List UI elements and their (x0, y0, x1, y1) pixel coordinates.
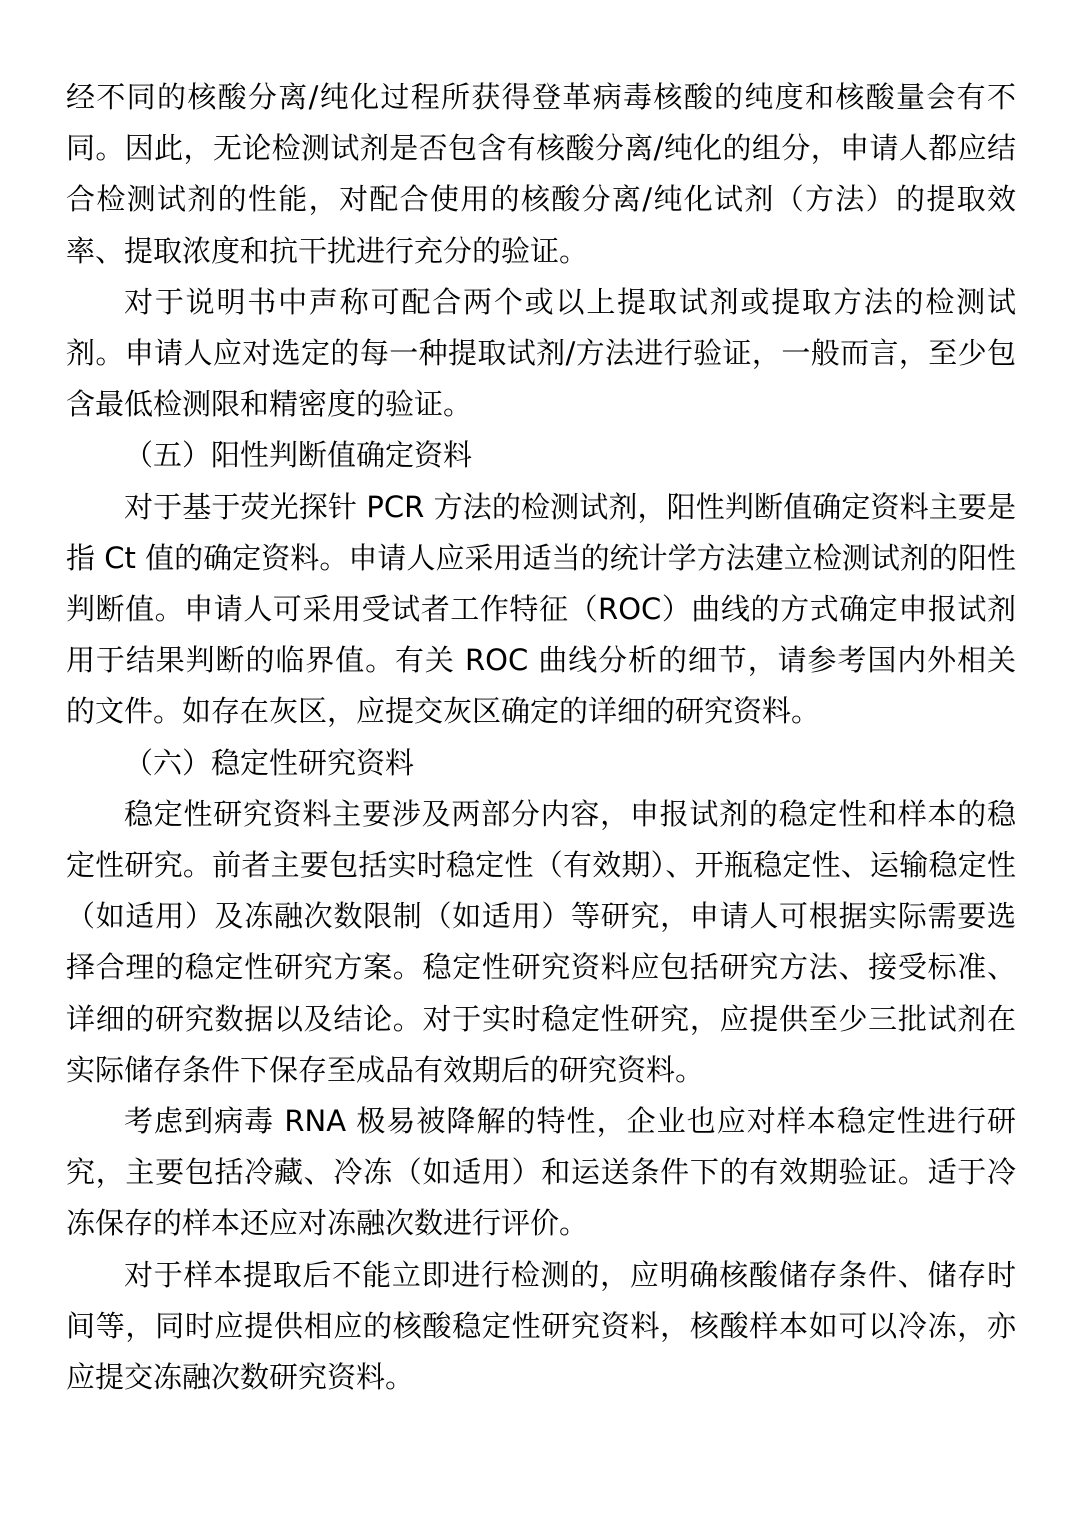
paragraph-multiple-extraction-methods: 对于说明书中声称可配合两个或以上提取试剂或提取方法的检测试剂。申请人应对选定的每一种提取试剂/方法进行验证，一般而言，至少包含最低检测限和精密度的验证。 (66, 284, 1016, 422)
paragraph-extraction-purity: 经不同的核酸分离/纯化过程所获得登革病毒核酸的纯度和核酸量会有不同。因此，无论检测试剂是否包含有核酸分离/纯化的组分，申请人都应结合检测试剂的性能，对配合使用的核酸分离/纯化试剂（方法）的提取效率、提取浓度和抗干扰进行充分的验证。 (66, 80, 1016, 268)
section-heading-stability: （六）稳定性研究资料 (124, 745, 415, 780)
document-page (66, 72, 1016, 1403)
paragraph-sample-stability: 考虑到病毒 RNA 极易被降解的特性，企业也应对样本稳定性进行研究，主要包括冷藏、冷冻（如适用）和运送条件下的有效期验证。适于冷冻保存的样本还应对冻融次数进行评价。 (66, 1104, 1016, 1241)
paragraph-reagent-stability: 稳定性研究资料主要涉及两部分内容，申报试剂的稳定性和样本的稳定性研究。前者主要包括实时稳定性（有效期）、开瓶稳定性、运输稳定性（如适用）及冻融次数限制（如适用）等研究，申请人可根据实际需要选择合理的稳定性研究方案。稳定性研究资料应包括研究方法、接受标准、详细的研究数据以及结论。对于实时稳定性研究，应提供至少三批试剂在实际储存条件下保存至成品有效期后的研究资料。 (66, 796, 1016, 1087)
section-heading-positive-cutoff: （五）阳性判断值确定资料 (124, 438, 473, 473)
paragraph-nucleic-acid-storage: 对于样本提取后不能立即进行检测的，应明确核酸储存条件、储存时间等，同时应提供相应的核酸稳定性研究资料，核酸样本如可以冷冻，亦应提交冻融次数研究资料。 (66, 1257, 1016, 1395)
paragraph-positive-cutoff: 对于基于荧光探针 PCR 方法的检测试剂，阳性判断值确定资料主要是指 Ct 值的确定资料。申请人应采用适当的统计学方法建立检测试剂的阳性判断值。申请人可采用受试者工作特征（ROC）曲线的方式确定申报试剂用于结果判断的临界值。有关 ROC 曲线分析的细节，请参考国内外相关的文件。如存在灰区，应提交灰区确定的详细的研究资料。 (66, 489, 1016, 729)
